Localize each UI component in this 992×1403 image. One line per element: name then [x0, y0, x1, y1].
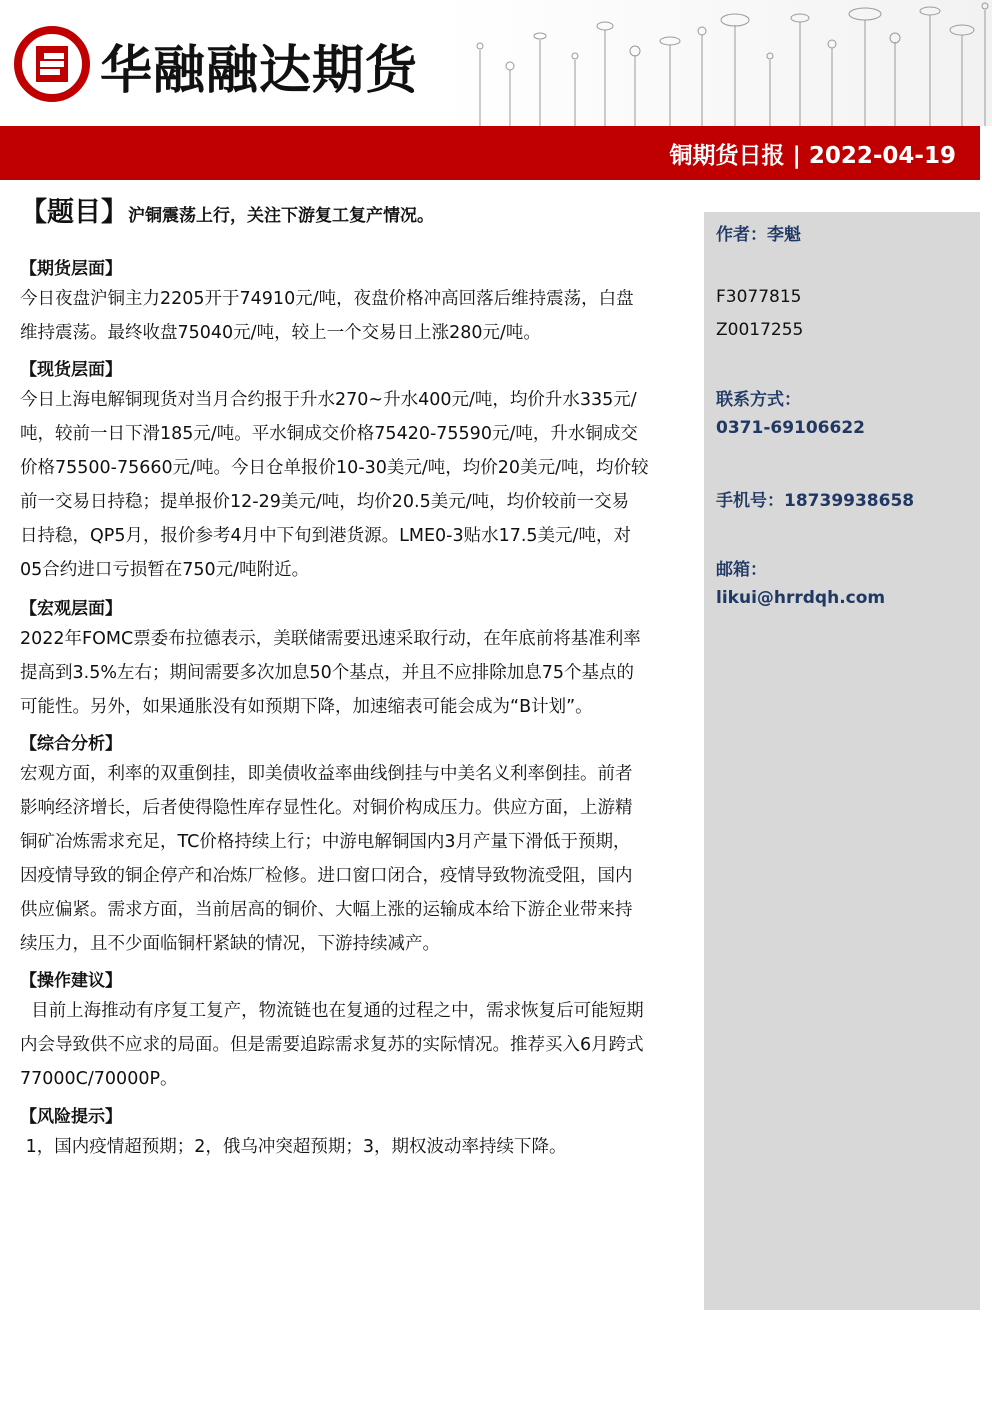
author-sidebar	[704, 212, 980, 1310]
paragraph-line: 2022年FOMC票委布拉德表示，美联储需要迅速采取行动，在年底前将基准利率	[20, 629, 641, 649]
spot-paragraph	[20, 383, 696, 587]
paragraph-line: 影响经济增长，后者使得隐性库存显性化。对铜价构成压力。供应方面，上游精	[20, 798, 633, 818]
mobile-number[interactable]: 手机号：18739938658	[716, 491, 915, 511]
paragraph-line: 因疫情导致的铜企停产和冶炼厂检修。进口窗口闭合，疫情导致物流受阻，国内	[20, 866, 633, 886]
company-logo-icon	[14, 26, 90, 102]
spot-heading: 【现货层面】	[20, 360, 122, 380]
author-name: 作者：李魁	[716, 225, 801, 245]
paragraph-line: 77000C/70000P。	[20, 1069, 178, 1089]
paragraph-line: 目前上海推动有序复工复产，物流链也在复通的过程之中，需求恢复后可能短期	[20, 1001, 644, 1021]
topic-title: 沪铜震荡上行，关注下游复工复产情况。	[128, 206, 434, 226]
page-header	[0, 0, 992, 169]
topic-label: 【题目】	[20, 197, 128, 228]
report-title-band	[0, 126, 980, 180]
paragraph-line: 吨，较前一日下滑185元/吨。平水铜成交价格75420-75590元/吨，升水铜成交	[20, 424, 638, 444]
paragraph-line: 铜矿冶炼需求充足，TC价格持续上行；中游电解铜国内3月产量下滑低于预期，	[20, 832, 631, 852]
macro-heading: 【宏观层面】	[20, 599, 122, 619]
paragraph-line: 日持稳，QP5月，报价参考4月中下旬到港货源。LME0-3贴水17.5美元/吨，对	[20, 526, 631, 546]
futures-paragraph	[20, 282, 696, 350]
contact-label: 联系方式：	[716, 390, 801, 410]
futures-heading: 【期货层面】	[20, 259, 122, 279]
certificate-number: F3077815	[716, 287, 802, 307]
paragraph-line: 内会导致供不应求的局面。但是需要追踪需求复苏的实际情况。推荐买入6月跨式	[20, 1035, 644, 1055]
analysis-paragraph	[20, 757, 696, 961]
email-label: 邮箱：	[716, 560, 767, 580]
company-name: 华融融达期货	[100, 40, 419, 101]
report-title: 铜期货日报 | 2022-04-19	[669, 143, 956, 169]
header-decoration	[440, 0, 992, 126]
macro-paragraph	[20, 622, 696, 724]
advice-heading: 【操作建议】	[20, 971, 122, 991]
paragraph-line: 今日夜盘沪铜主力2205开于74910元/吨，夜盘价格冲高回落后维持震荡，白盘	[20, 289, 634, 309]
certificate-number: Z0017255	[716, 320, 804, 340]
paragraph-line: 提高到3.5%左右；期间需要多次加息50个基点，并且不应排除加息75个基点的	[20, 663, 634, 683]
paragraph-line: 05合约进口亏损暂在750元/吨附近。	[20, 560, 310, 580]
paragraph-line: 前一交易日持稳；提单报价12-29美元/吨，均价20.5美元/吨，均价较前一交易	[20, 492, 630, 512]
advice-paragraph	[20, 994, 696, 1096]
paragraph-line: 维持震荡。最终收盘75040元/吨，较上一个交易日上涨280元/吨。	[20, 323, 541, 343]
paragraph-line: 可能性。另外，如果通胀没有如预期下降，加速缩表可能会成为“B计划”。	[20, 697, 593, 717]
paragraph-line: 供应偏紧。需求方面，当前居高的铜价、大幅上涨的运输成本给下游企业带来持	[20, 900, 633, 920]
contact-phone[interactable]: 0371-69106622	[716, 418, 865, 438]
paragraph-line: 价格75500-75660元/吨。今日仓单报价10-30美元/吨，均价20美元/吨，均价较	[20, 458, 649, 478]
risk-paragraph	[20, 1130, 696, 1164]
email-address[interactable]: likui@hrrdqh.com	[716, 588, 886, 608]
paragraph-line: 今日上海电解铜现货对当月合约报于升水270~升水400元/吨，均价升水335元/	[20, 390, 637, 410]
topic-line	[20, 190, 434, 229]
analysis-heading: 【综合分析】	[20, 734, 122, 754]
paragraph-line: 宏观方面，利率的双重倒挂，即美债收益率曲线倒挂与中美名义利率倒挂。前者	[20, 764, 633, 784]
paragraph-line: 续压力，且不少面临铜杆紧缺的情况，下游持续减产。	[20, 934, 440, 954]
risk-heading: 【风险提示】	[20, 1107, 122, 1127]
paragraph-line: 1，国内疫情超预期；2，俄乌冲突超预期；3，期权波动率持续下降。	[20, 1137, 567, 1157]
